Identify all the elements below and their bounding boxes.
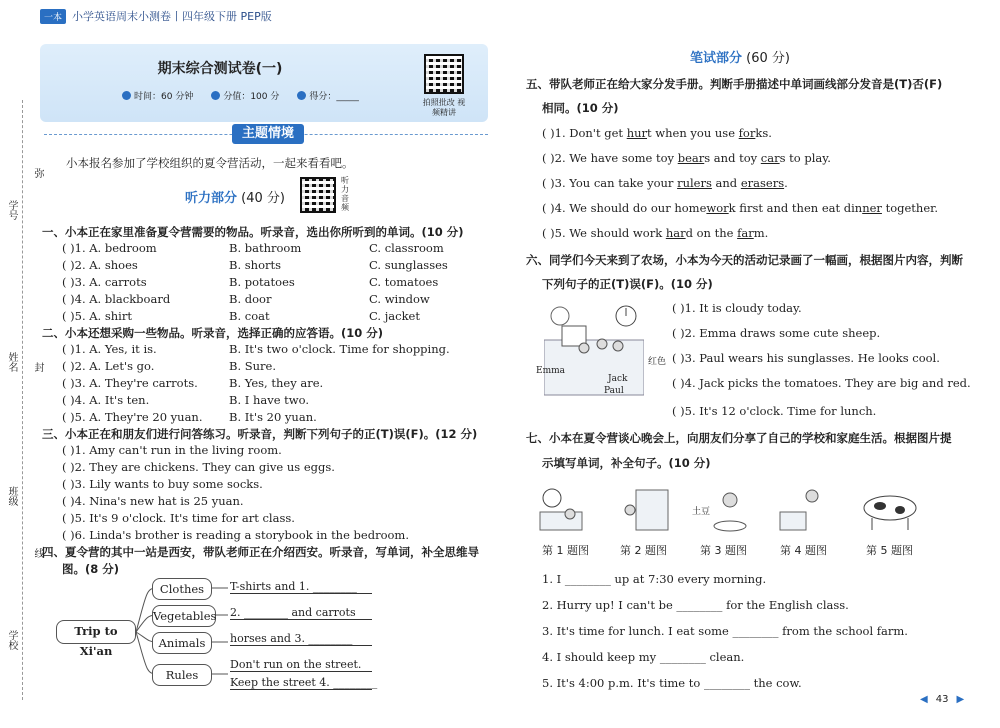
section-7-list	[542, 572, 908, 702]
farm-picture	[544, 300, 644, 400]
section-4-title-cont: 图。(8 分)	[62, 562, 120, 576]
label-red: 红色	[648, 357, 667, 367]
list-item: ( )4. Nina's new hat is 25 yuan.	[62, 494, 244, 508]
list-item: ( )5. It's 12 o'clock. Time for lunch.	[672, 404, 877, 418]
next-page-icon[interactable]: ▶	[956, 694, 965, 705]
section-2-title: 二、小本还想采购一些物品。听录音，选择正确的应答语。(10 分)	[42, 326, 384, 340]
sun-icon	[551, 307, 569, 325]
list-item: ( )2. They are chickens. They can give us eggs.	[62, 460, 335, 474]
list-item: ( )5. A. shirt B. coat C. jacket	[62, 309, 420, 323]
page-number: 43	[935, 694, 949, 705]
label-paul: Paul	[604, 386, 624, 396]
series-title: 小学英语周末小测卷丨四年级下册 PEP版	[72, 10, 272, 23]
list-item: ( )1. It is cloudy today.	[672, 301, 802, 315]
section-3-title: 三、小本正在和朋友们进行问答练习。听录音，判断下列句子的正(T)误(F)。(12 分)	[42, 427, 478, 441]
person-icon	[613, 341, 623, 351]
blank-1-line[interactable]: T-shirts and 1. ________	[230, 580, 372, 594]
pic-5-cow	[856, 488, 920, 534]
exam-total: 分值：100 分	[223, 92, 280, 102]
theme-banner: 主题情境	[232, 124, 304, 144]
clock-icon	[543, 489, 561, 507]
sidebar-school: 学校	[6, 630, 17, 650]
list-item: 1. I ________ up at 7:30 every morning.	[542, 572, 767, 586]
list-item: ( )4. Jack picks the tomatoes. They are big and red.	[672, 376, 971, 390]
pic-2-running	[616, 486, 672, 536]
label-emma: Emma	[536, 366, 566, 376]
mind-map-node-rules: Rules	[152, 664, 212, 686]
pic-3-label: 土豆	[692, 507, 711, 517]
list-item: ( )5. A. They're 20 yuan. B. It's 20 yuan.	[62, 410, 317, 424]
section-4-title: 四、夏令营的其中一站是西安，带队老师正在介绍西安。听录音，写单词，补全思维导	[42, 545, 479, 559]
list-item: 3. It's time for lunch. I eat some ________ from the school farm.	[542, 624, 908, 638]
rule-line: Don't run on the street.	[230, 658, 372, 672]
section-1-list	[62, 241, 448, 326]
sidebar-seal-1: 弥	[32, 168, 43, 178]
list-item: ( )4. A. blackboard B. door C. window	[62, 292, 430, 306]
list-item: 5. It's 4:00 p.m. It's time to ________ the cow.	[542, 676, 802, 690]
written-score: (60 分)	[746, 51, 790, 66]
list-item: ( )4. A. It's ten. B. I have two.	[62, 393, 310, 407]
listening-heading	[185, 187, 285, 206]
sidebar-student-id: 学号	[6, 200, 17, 220]
caption-4: 第 4 题图	[780, 544, 827, 557]
list-item: ( )5. We should work hard on the farm.	[542, 226, 769, 240]
section-5-title-cont: 相同。(10 分)	[542, 101, 619, 115]
qr-code-grading[interactable]	[424, 54, 464, 94]
section-7-title-cont: 示填写单词，补全句子。(10 分)	[542, 456, 711, 470]
section-2-list	[62, 342, 450, 427]
list-item: ( )1. A. Yes, it is. B. It's two o'clock. Time for shopping.	[62, 342, 450, 356]
list-item: ( )1. A. bedroom B. bathroom C. classroom	[62, 241, 444, 255]
list-item: ( )4. We should do our homework first and then eat dinner together.	[542, 201, 939, 215]
listening-score: (40 分)	[241, 191, 285, 206]
sidebar-seal-3: 线	[32, 548, 43, 558]
list-item: ( )3. Lily wants to buy some socks.	[62, 477, 263, 491]
blank-4-line[interactable]: Keep the street 4. ________	[230, 676, 378, 689]
list-item: ( )1. Don't get hurt when you use forks.	[542, 126, 772, 140]
section-7-title: 七、小本在夏令营谈心晚会上，向朋友们分享了自己的学校和家庭生活。根据图片提	[526, 431, 952, 445]
written-heading	[690, 47, 790, 66]
audio-caption: 听力音频	[341, 176, 349, 212]
list-item: ( )2. We have some toy bears and toy cars to play.	[542, 151, 831, 165]
person-icon	[579, 343, 589, 353]
pic-1-getting-up	[538, 486, 584, 536]
list-item: 2. Hurry up! I can't be ________ for the English class.	[542, 598, 849, 612]
page-footer	[920, 694, 964, 705]
qr-caption: 拍照批改 视频精讲	[422, 98, 466, 117]
exam-title: 期末综合测试卷(一)	[157, 61, 283, 77]
mind-map-node-clothes: Clothes	[152, 578, 212, 600]
title-card	[40, 44, 488, 122]
caption-3: 第 3 题图	[700, 544, 747, 557]
blank-2-line[interactable]: 2. ________ and carrots	[230, 606, 372, 620]
list-item: ( )3. You can take your rulers and erasers.	[542, 176, 788, 190]
section-3-list	[62, 443, 409, 545]
list-item: ( )2. A. Let's go. B. Sure.	[62, 359, 277, 373]
clock-icon	[122, 91, 131, 100]
list-item: ( )2. Emma draws some cute sheep.	[672, 326, 881, 340]
caption-1: 第 1 题图	[542, 544, 589, 557]
list-item: ( )3. A. They're carrots. B. Yes, they are.	[62, 376, 324, 390]
caption-2: 第 2 题图	[620, 544, 667, 557]
caption-5: 第 5 题图	[866, 544, 913, 557]
mind-map-node-vegetables: Vegetables	[152, 605, 216, 627]
list-item: ( )6. Linda's brother is reading a storybook in the bedroom.	[62, 528, 409, 542]
sidebar-name: 姓名	[6, 352, 17, 372]
prev-page-icon[interactable]: ◀	[920, 694, 928, 705]
section-5-title: 五、带队老师正在给大家分发手册。判断手册描述中单词画线部分发音是(T)否(F)	[526, 77, 943, 91]
sidebar-class: 班级	[6, 486, 17, 506]
exam-time: 时间：60 分钟	[134, 92, 194, 102]
label-jack: Jack	[608, 374, 628, 384]
series-header	[40, 8, 272, 24]
binding-line	[22, 100, 23, 700]
written-title: 笔试部分	[690, 51, 743, 66]
list-item: ( )3. A. carrots B. potatoes C. tomatoes	[62, 275, 439, 289]
sidebar-seal-2: 封	[32, 362, 43, 372]
blank-3-line[interactable]: horses and 3. ________	[230, 632, 372, 646]
pic-4-cleaning	[776, 486, 832, 536]
list-item: ( )5. It's 9 o'clock. It's time for art class.	[62, 511, 295, 525]
list-item: ( )3. Paul wears his sunglasses. He looks cool.	[672, 351, 940, 365]
section-6-list	[672, 301, 971, 429]
person-icon	[597, 339, 607, 349]
section-1-title: 一、小本正在家里准备夏令营需要的物品。听录音，选出你所听到的单词。(10 分)	[42, 225, 464, 239]
section-6-title-cont: 下列句子的正(T)误(F)。(10 分)	[542, 277, 713, 291]
exam-score: 得分：_____	[309, 92, 359, 102]
listening-title: 听力部分	[185, 191, 238, 206]
list-item: 4. I should keep my ________ clean.	[542, 650, 745, 664]
mind-map-root: Trip to Xi'an	[56, 620, 136, 644]
qr-code-audio[interactable]	[300, 177, 336, 213]
theme-intro: 小本报名参加了学校组织的夏令营活动，一起来看看吧。	[66, 156, 354, 170]
exam-meta	[122, 89, 359, 102]
list-item: ( )1. Amy can't run in the living room.	[62, 443, 282, 457]
person-icon	[211, 91, 220, 100]
section-5-list	[542, 126, 938, 251]
list-item: ( )2. A. shoes B. shorts C. sunglasses	[62, 258, 448, 272]
score-icon	[297, 91, 306, 100]
mind-map-node-animals: Animals	[152, 632, 212, 654]
brand-logo: 一本	[40, 9, 66, 24]
section-6-title: 六、同学们今天来到了农场，小本为今天的活动记录画了一幅画，根据图片内容，判断	[526, 253, 963, 267]
